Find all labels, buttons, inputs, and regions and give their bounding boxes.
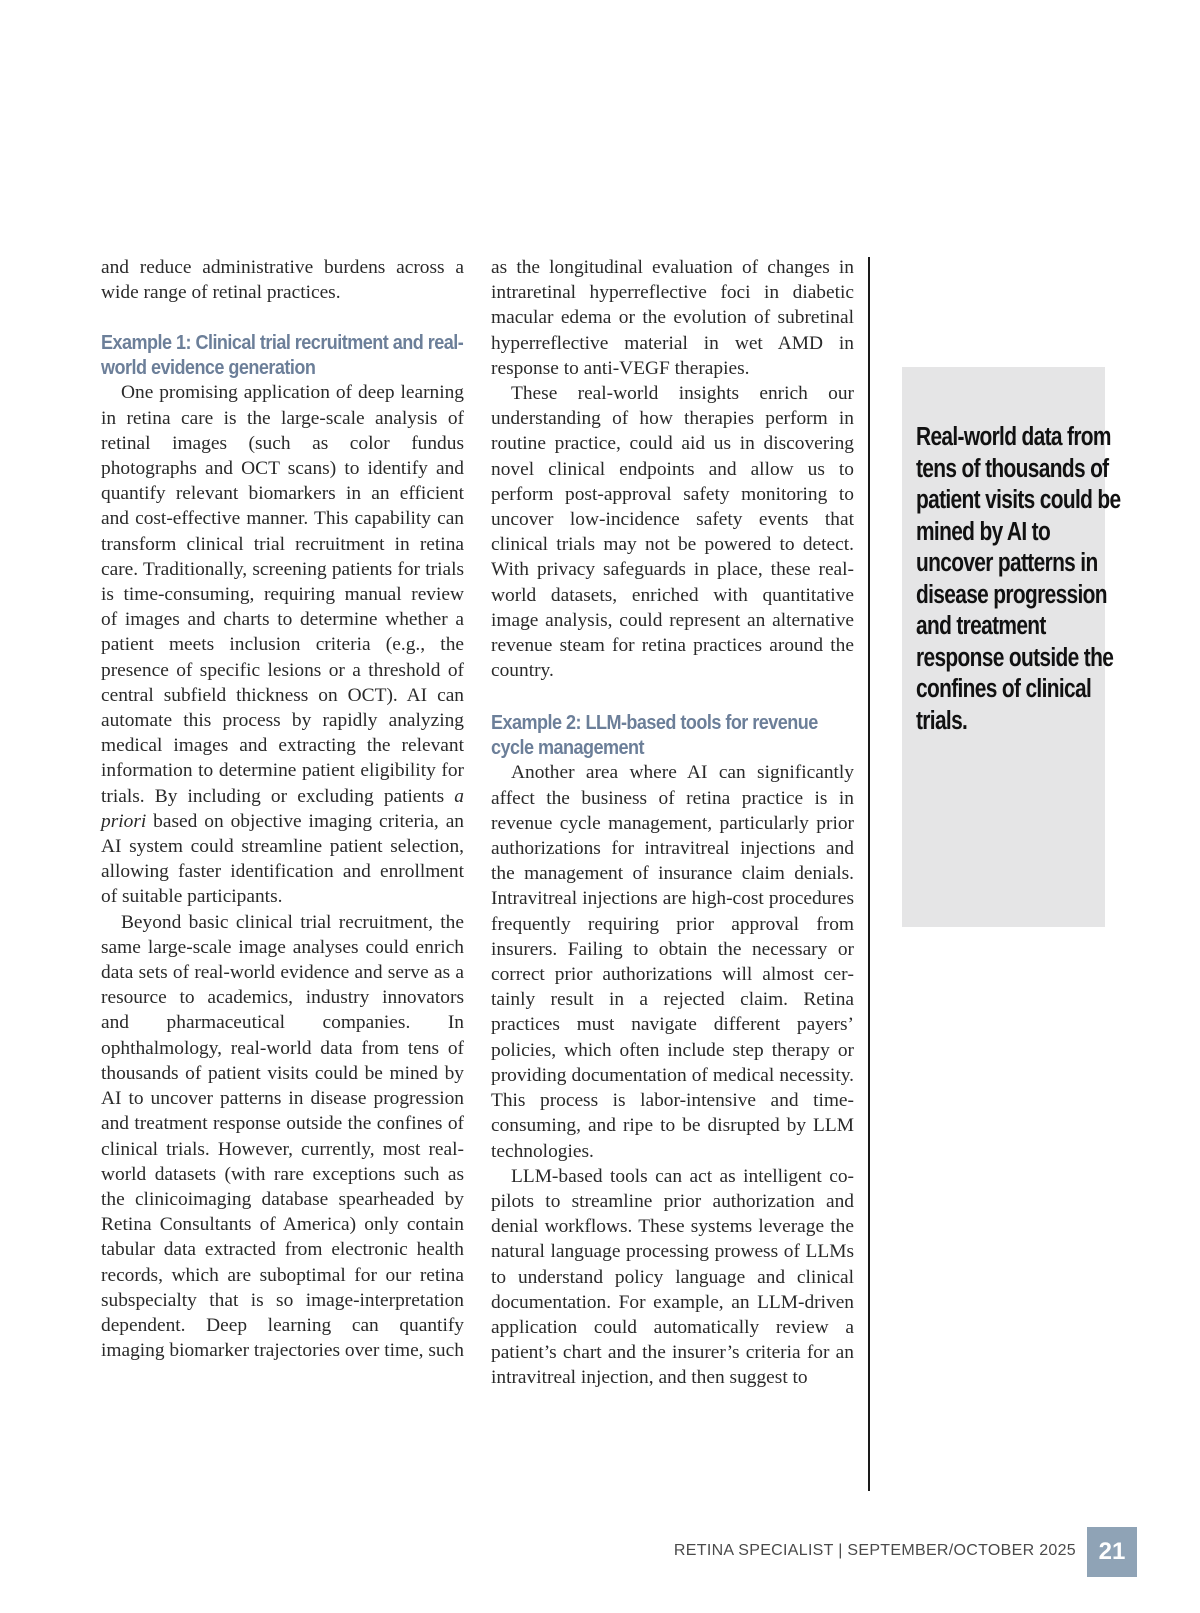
section-heading-example-2: Example 2: LLM-based tools for revenue cycle management xyxy=(491,711,818,760)
footer-publication: RETINA SPECIALIST | SEPTEMBER/OCTOBER 2025 xyxy=(673,1542,1076,1559)
body-paragraph: Another area where AI can significantly affect the business of retina practice is in revenue cycle management, particularly prior authorizations for intravitreal injections and the management of insurance claim denials. Intravitreal injections are high-cost procedures frequently requiring prior approval from insurers. Failing to obtain the necessary or correct prior authorizations will almost certainly result in a rejected claim. Retina practices must navigate different payers’ policies, which often include step therapy or providing documentation of medical necessity. This process is labor-intensive and time-consuming, and ripe to be disrupted by LLM technologies. xyxy=(491,762,854,1162)
pull-quote-box xyxy=(902,367,1121,927)
body-paragraph: and reduce administrative burdens across a wide range of retinal practices. xyxy=(101,257,464,304)
body-paragraph: These real-world insights enrich our understanding of how therapies perform in routine practice, could aid us in discovering novel clinical endpoints and allow us to perform post-approval safety monitoring to uncover low-incidence safety events that clinical trials may not be powered to detect. With privacy safeguards in place, these real-world datasets, enriched with quantitative image analysis, could represent an alternative revenue steam for retina practices around the country. xyxy=(491,383,854,682)
body-paragraph xyxy=(101,380,464,909)
page-number-badge: 21 xyxy=(1087,1527,1137,1577)
column-divider xyxy=(868,257,870,1491)
left-column xyxy=(101,255,464,1363)
body-text: One promising application of deep learning in retina care is the large-scale analysis of retinal images (such as color fundus photographs and OCT scans) to identify and quantify relevant biomarkers in an efficient and cost-effective manner. This capability can transform clinical trial recruitment in retina care. Traditionally, screening patients for trials is time-consuming, requiring manual review of images and charts to determine whether a patient meets inclusion criteria (e.g., the presence of specific lesions or a threshold of central subfield thickness on OCT). AI can automate this process by rapidly analyzing medical images and extracting the relevant information to determine patient eligibility for trials. By including or excluding patients xyxy=(101,382,464,807)
section-heading-example-1: Example 1: Clinical trial recruitment and real-world evidence generation xyxy=(101,331,464,380)
body-paragraph: LLM-based tools can act as intelligent co-pilots to streamline prior authorization and denial workflows. These systems leverage the natural language processing prowess of LLMs to understand policy language and clinical documentation. For example, an LLM-driven application could automatically review a patient’s chart and the insurer’s criteria for an intravitreal injection, and then suggest to xyxy=(491,1165,854,1389)
body-paragraph: Beyond basic clinical trial recruitment, the same large-scale image analyses could enrich data sets of real-world evidence and serve as a resource to academics, industry innovators and pharmaceutical companies. In ophthalmology, real-world data from tens of thousands of patient visits could be mined by AI to uncover patterns in disease progression and treatment response outside the confines of clinical trials. However, currently, most real-world datasets (with rare exceptions such as the clinicoimaging database spearheaded by Retina Consultants of America) only contain tabular data extracted from electronic health records, which are suboptimal for our retina subspecialty that is so image-interpretation dependent. Deep learning can quantify imaging biomarker trajectories over time, such xyxy=(101,911,464,1362)
body-paragraph: as the longitudinal evaluation of changes in intraretinal hyperreflective foci in diabetic macular edema or the evolution of subretinal hyperreflective material in wet AMD in response to anti-VEGF therapies. xyxy=(491,257,854,379)
middle-column xyxy=(491,255,854,1391)
pull-quote: Real-world data from tens of thousands of patient visits could be mined by AI to uncover patterns in disease progression and treatment response outside the confines of clinical trials. xyxy=(916,423,1121,735)
italic-term: a priori xyxy=(101,785,464,832)
body-text: based on objective imaging criteria, an AI system could streamline patient selection, allowing faster identification and enrollment of suitable participants. xyxy=(101,810,464,908)
